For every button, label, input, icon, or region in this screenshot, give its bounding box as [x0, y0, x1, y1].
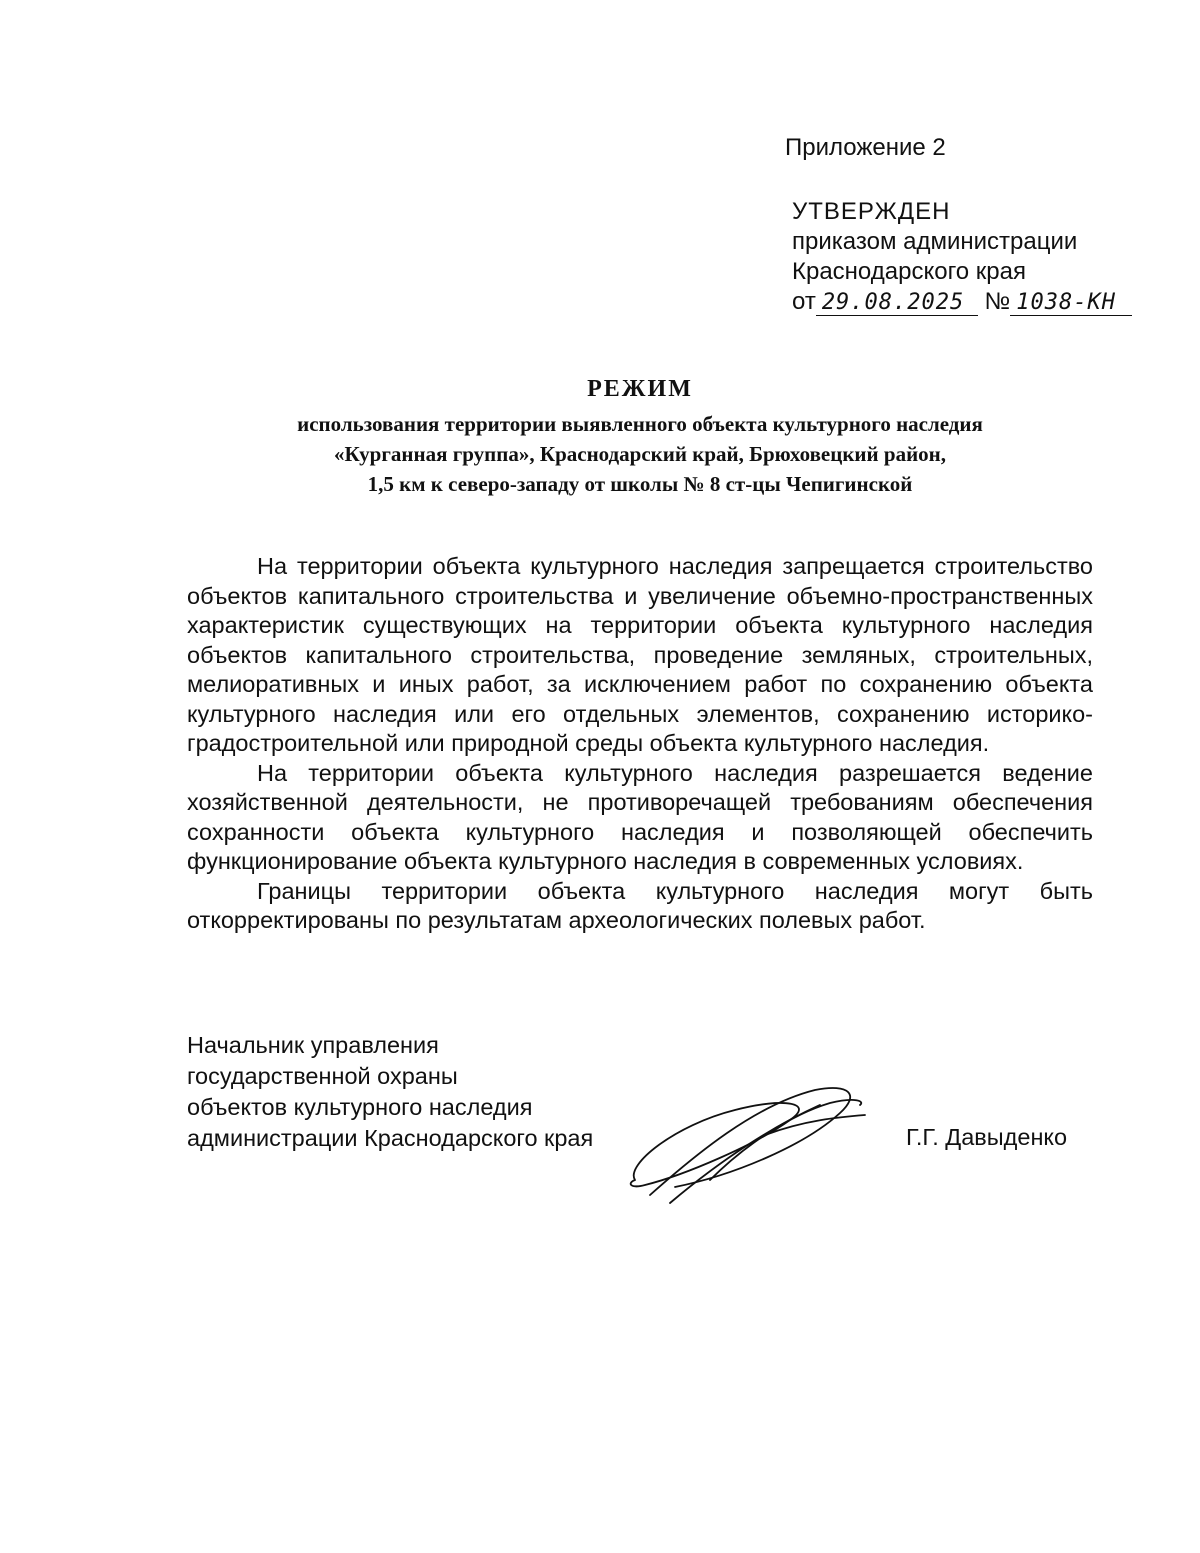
body-paragraph: На территории объекта культурного наследия запрещается строительство объектов капитального строительства и увеличение объемно-пространственных характеристик существующих на территории объекта культурного наследия объектов капитального строительства, проведение земляных, строительных, мелиоративных и иных работ, за исключением работ по сохранению объекта культурного наследия или его отдельных элементов, сохранению историко-градостроительной или природной среды объекта культурного наследия.	[187, 553, 1093, 756]
order-number-handwritten: 1038-КН	[1010, 291, 1132, 316]
position-line: администрации Краснодарского края	[187, 1125, 594, 1151]
handwritten-signature	[615, 1075, 875, 1210]
signatory-position	[187, 1030, 593, 1154]
appendix-label: Приложение 2	[785, 134, 946, 161]
approved-label: УТВЕРЖДЕН	[792, 198, 951, 225]
title-line: использования территории выявленного объекта культурного наследия	[297, 412, 983, 436]
body-text	[187, 552, 1093, 936]
signer-name: Г.Г. Давыденко	[906, 1124, 1068, 1150]
approval-line: Краснодарского края	[792, 258, 1026, 285]
position-line: Начальник управления	[187, 1032, 439, 1058]
approval-line: приказом администрации	[792, 228, 1078, 255]
order-date-handwritten: 29.08.2025	[816, 291, 978, 316]
title-main: РЕЖИМ	[587, 376, 693, 402]
body-paragraph: На территории объекта культурного наследия разрешается ведение хозяйственной деятельности, не противоречащей требованиям обеспечения сохранности объекта культурного наследия и позволяющей обеспечить функционирование объекта культурного наследия в современных условиях.	[187, 759, 1093, 874]
document-title	[160, 376, 1120, 499]
position-line: объектов культурного наследия	[187, 1094, 533, 1120]
title-line: «Курганная группа», Краснодарский край, Брюховецкий район,	[333, 442, 947, 466]
from-label: от	[792, 288, 816, 315]
body-paragraph: Границы территории объекта культурного наследия могут быть откорректированы по результатам археологических полевых работ.	[187, 877, 1093, 933]
title-line: 1,5 км к северо-западу от школы № 8 ст-цы Чепигинской	[367, 472, 913, 496]
number-label: №	[984, 288, 1011, 315]
order-line	[792, 287, 1132, 317]
approval-block	[792, 197, 1132, 317]
position-line: государственной охраны	[187, 1063, 458, 1089]
